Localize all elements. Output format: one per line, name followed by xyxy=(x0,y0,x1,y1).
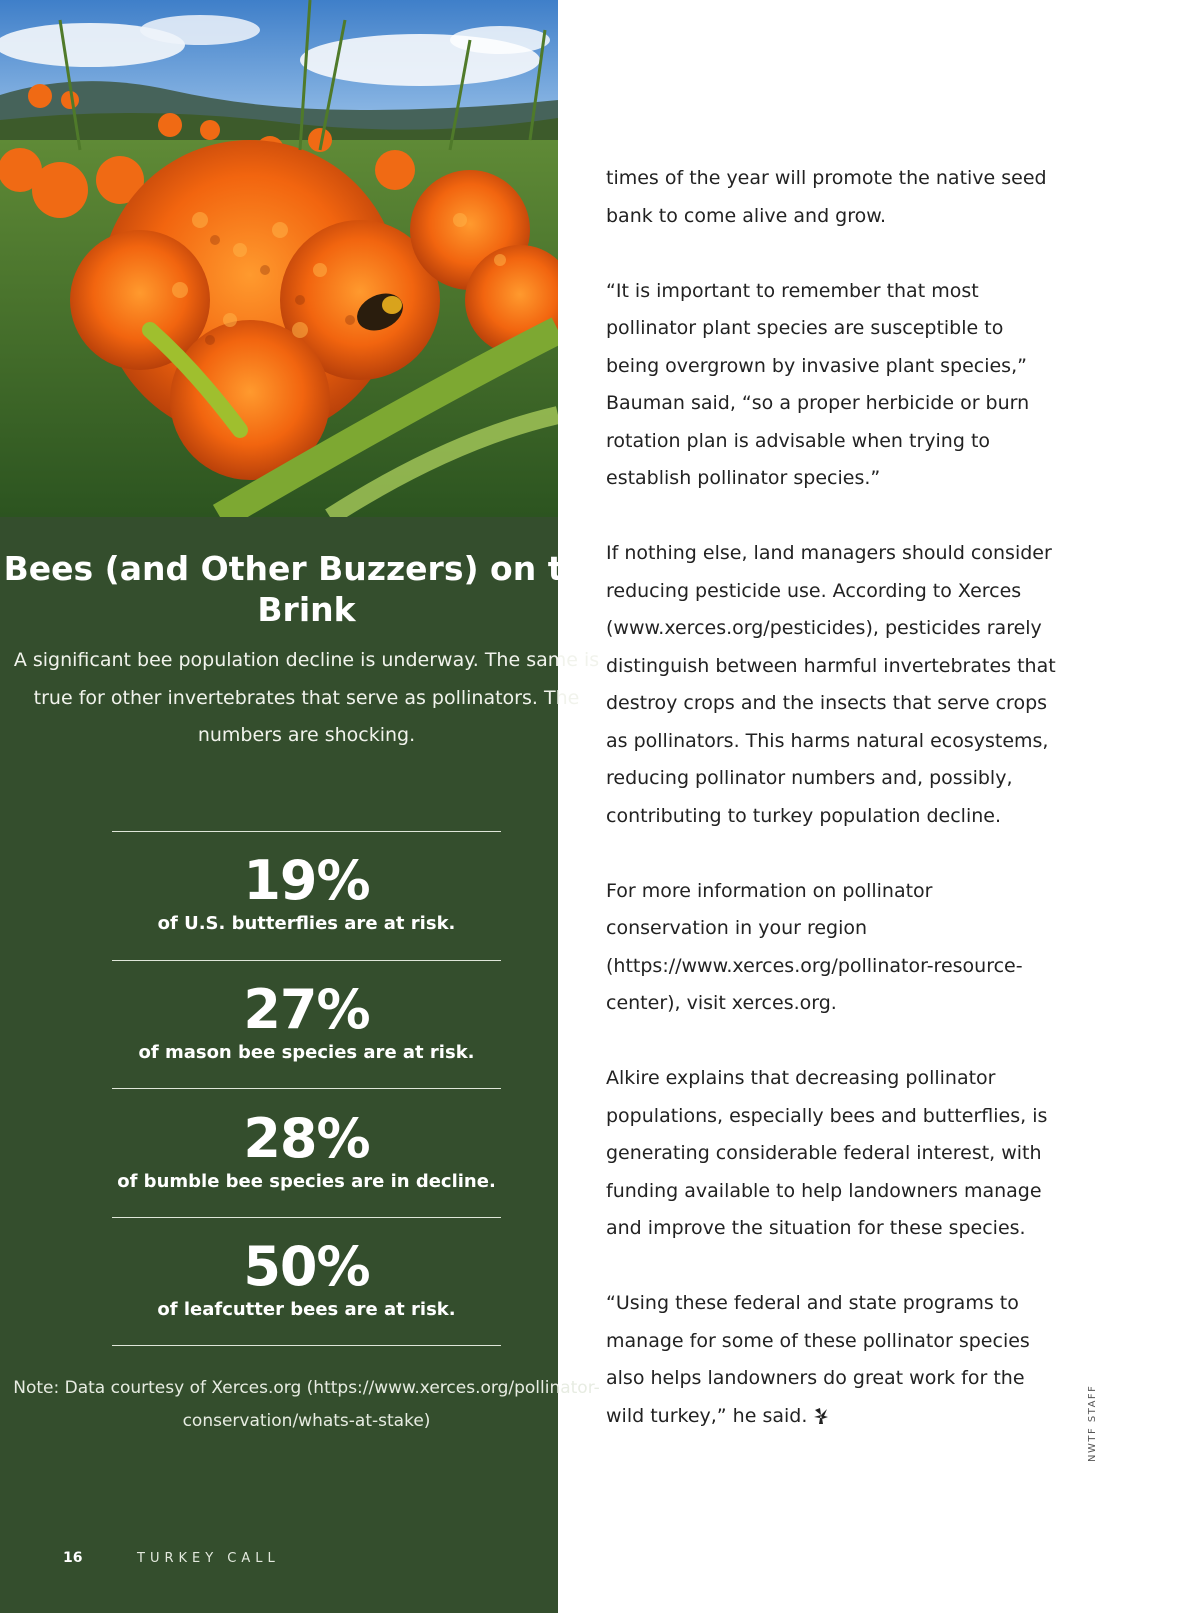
stat-label: of mason bee species are at risk. xyxy=(138,1042,475,1063)
stat-value: 27% xyxy=(243,978,370,1041)
stat-value: 28% xyxy=(243,1107,370,1170)
divider xyxy=(112,831,501,832)
stat-value: 19% xyxy=(243,849,370,912)
article-paragraph: For more information on pollinator conservation in your region (https://www.xerces.org/pollinator-resource-center), visit xerces.org. xyxy=(606,879,1023,1014)
stat-value: 50% xyxy=(243,1235,370,1298)
article-closing-text: “Using these federal and state programs to manage for some of these pollinator species also helps landowners do great work for the wild turkey,” he said. xyxy=(606,1292,1030,1427)
stat-label: of bumble bee species are in decline. xyxy=(117,1171,496,1192)
article-paragraph: Alkire explains that decreasing pollinator populations, especially bees and butterflies, is generating considerable federal interest, with funding available to help landowners manage and improve the situation for these species. xyxy=(606,1067,1048,1239)
stat-label: of leafcutter bees are at risk. xyxy=(157,1299,456,1320)
page-number: 16 xyxy=(63,1550,83,1566)
sidebar-title: Bees (and Other Buzzers) on the Brink xyxy=(3,549,610,629)
article-paragraph xyxy=(606,1285,1058,1438)
stat-label: of U.S. butterflies are at risk. xyxy=(157,913,456,934)
photo-illustration xyxy=(0,0,558,517)
butterfly-weed-photo xyxy=(0,0,558,517)
turkey-end-mark-icon xyxy=(811,1401,831,1439)
photo-credit: NWTF STAFF xyxy=(1087,1384,1098,1462)
publication-name: TURKEY CALL xyxy=(137,1551,280,1566)
article-body xyxy=(606,160,1058,1476)
divider xyxy=(112,1088,501,1089)
divider xyxy=(112,960,501,961)
data-source-note: Note: Data courtesy of Xerces.org (https://www.xerces.org/pollinator-conservation/whats-at-stake) xyxy=(13,1378,600,1431)
article-paragraph: times of the year will promote the native seed bank to come alive and grow. xyxy=(606,167,1047,227)
article-paragraph: “It is important to remember that most pollinator plant species are susceptible to being overgrown by invasive plant species,” Bauman said, “so a proper herbicide or burn rotation plan is advisable when trying to establish pollinator species.” xyxy=(606,279,1030,489)
divider xyxy=(112,1345,501,1346)
sidebar-intro: A significant bee population decline is underway. The same is true for other invertebrates that serve as pollinators. The numbers are shocking. xyxy=(13,649,600,746)
divider xyxy=(112,1217,501,1218)
article-paragraph: If nothing else, land managers should consider reducing pesticide use. According to Xerces (www.xerces.org/pesticides), pesticides rarely distinguish between harmful invertebrates that destroy crops and the insects that serve crops as pollinators. This harms natural ecosystems, reducing pollinator numbers and, possibly, contributing to turkey population decline. xyxy=(606,542,1056,827)
